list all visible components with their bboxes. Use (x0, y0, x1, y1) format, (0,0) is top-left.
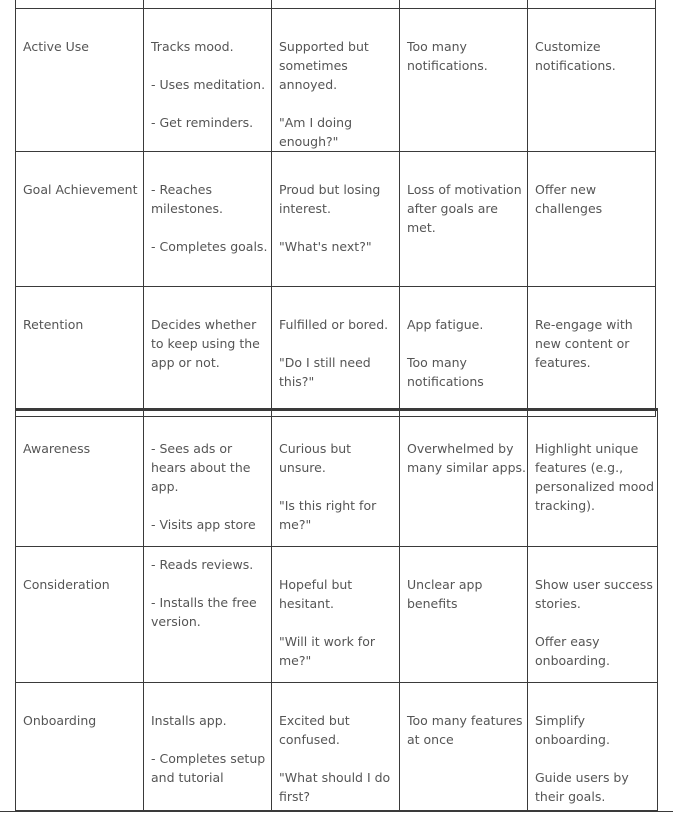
opportunities-cell (528, 411, 658, 547)
stage-cell (16, 287, 144, 417)
journey-map-table-bottom (15, 410, 658, 811)
actions-text: Decides whether to keep using the app or not. (151, 317, 260, 370)
opportunities-text: Customize notifications. (535, 39, 616, 73)
pain-points-text: Too many features at once (407, 713, 523, 747)
pain-points-cell (400, 287, 528, 417)
emotions-cell (272, 152, 400, 287)
emotions-cell (272, 287, 400, 417)
emotions-text: Hopeful but hesitant. "Will it work for me?" (279, 577, 375, 668)
emotions-cell (272, 683, 400, 811)
pain-points-text: App fatigue. Too many notifications (407, 317, 484, 389)
stage-text: Consideration (23, 577, 110, 592)
emotions-text: Excited but confused. "What should I do first? (279, 713, 391, 804)
emotions-cell (272, 9, 400, 152)
actions-text: - Sees ads or hears about the app. - Visits app store (151, 441, 256, 532)
stage-text: Awareness (23, 441, 91, 456)
emotions-text: Supported but sometimes annoyed. "Am I doing enough?" (279, 39, 369, 149)
pain-points-text: Overwhelmed by many similar apps. (407, 441, 527, 475)
opportunities-text: Highlight unique features (e.g., personalized mood tracking). (535, 441, 655, 513)
actions-text: Installs app. - Completes setup and tutorial (151, 713, 266, 785)
page-bottom-rule (0, 811, 673, 812)
table-row (16, 9, 656, 152)
pain-points-text: Unclear app benefits (407, 577, 483, 611)
pain-points-cell (400, 683, 528, 811)
opportunities-cell (528, 547, 658, 683)
actions-cell (144, 411, 272, 547)
stage-text: Active Use (23, 39, 89, 54)
stage-text: Retention (23, 317, 84, 332)
table-row (16, 683, 658, 811)
stage-cell (16, 547, 144, 683)
stage-cell (16, 9, 144, 152)
emotions-text: Fulfilled or bored. "Do I still need this?" (279, 317, 389, 389)
actions-text: - Reaches milestones. - Completes goals. (151, 182, 268, 254)
table-row (16, 152, 656, 287)
emotions-cell (272, 411, 400, 547)
stage-cell (16, 152, 144, 287)
emotions-cell (272, 547, 400, 683)
journey-map-table-top (15, 8, 656, 417)
opportunities-text: Simplify onboarding. Guide users by their goals. (535, 713, 629, 804)
pain-points-text: Loss of motivation after goals are met. (407, 182, 522, 235)
opportunities-cell (528, 9, 656, 152)
actions-text: Tracks mood. - Uses meditation. - Get reminders. (151, 39, 266, 130)
opportunities-text: Re-engage with new content or features. (535, 317, 633, 370)
opportunities-cell (528, 683, 658, 811)
opportunities-cell (528, 152, 656, 287)
pain-points-cell (400, 152, 528, 287)
stage-text: Goal Achievement (23, 182, 138, 197)
table-row (16, 287, 656, 417)
opportunities-text: Offer new challenges (535, 182, 603, 216)
actions-text: - Reads reviews. - Installs the free version. (151, 557, 257, 629)
table-row (16, 411, 658, 547)
table-row (16, 547, 658, 683)
actions-cell (144, 9, 272, 152)
actions-cell (144, 287, 272, 417)
stage-cell (16, 683, 144, 811)
stage-text: Onboarding (23, 713, 97, 728)
actions-cell (144, 152, 272, 287)
pain-points-text: Too many notifications. (407, 39, 488, 73)
actions-cell (144, 547, 272, 683)
pain-points-cell (400, 411, 528, 547)
opportunities-text: Show user success stories. Offer easy onboarding. (535, 577, 653, 668)
opportunities-cell (528, 287, 656, 417)
emotions-text: Proud but losing interest. "What's next?" (279, 182, 381, 254)
pain-points-cell (400, 547, 528, 683)
actions-cell (144, 683, 272, 811)
pain-points-cell (400, 9, 528, 152)
emotions-text: Curious but unsure. "Is this right for me?" (279, 441, 377, 532)
stage-cell (16, 411, 144, 547)
